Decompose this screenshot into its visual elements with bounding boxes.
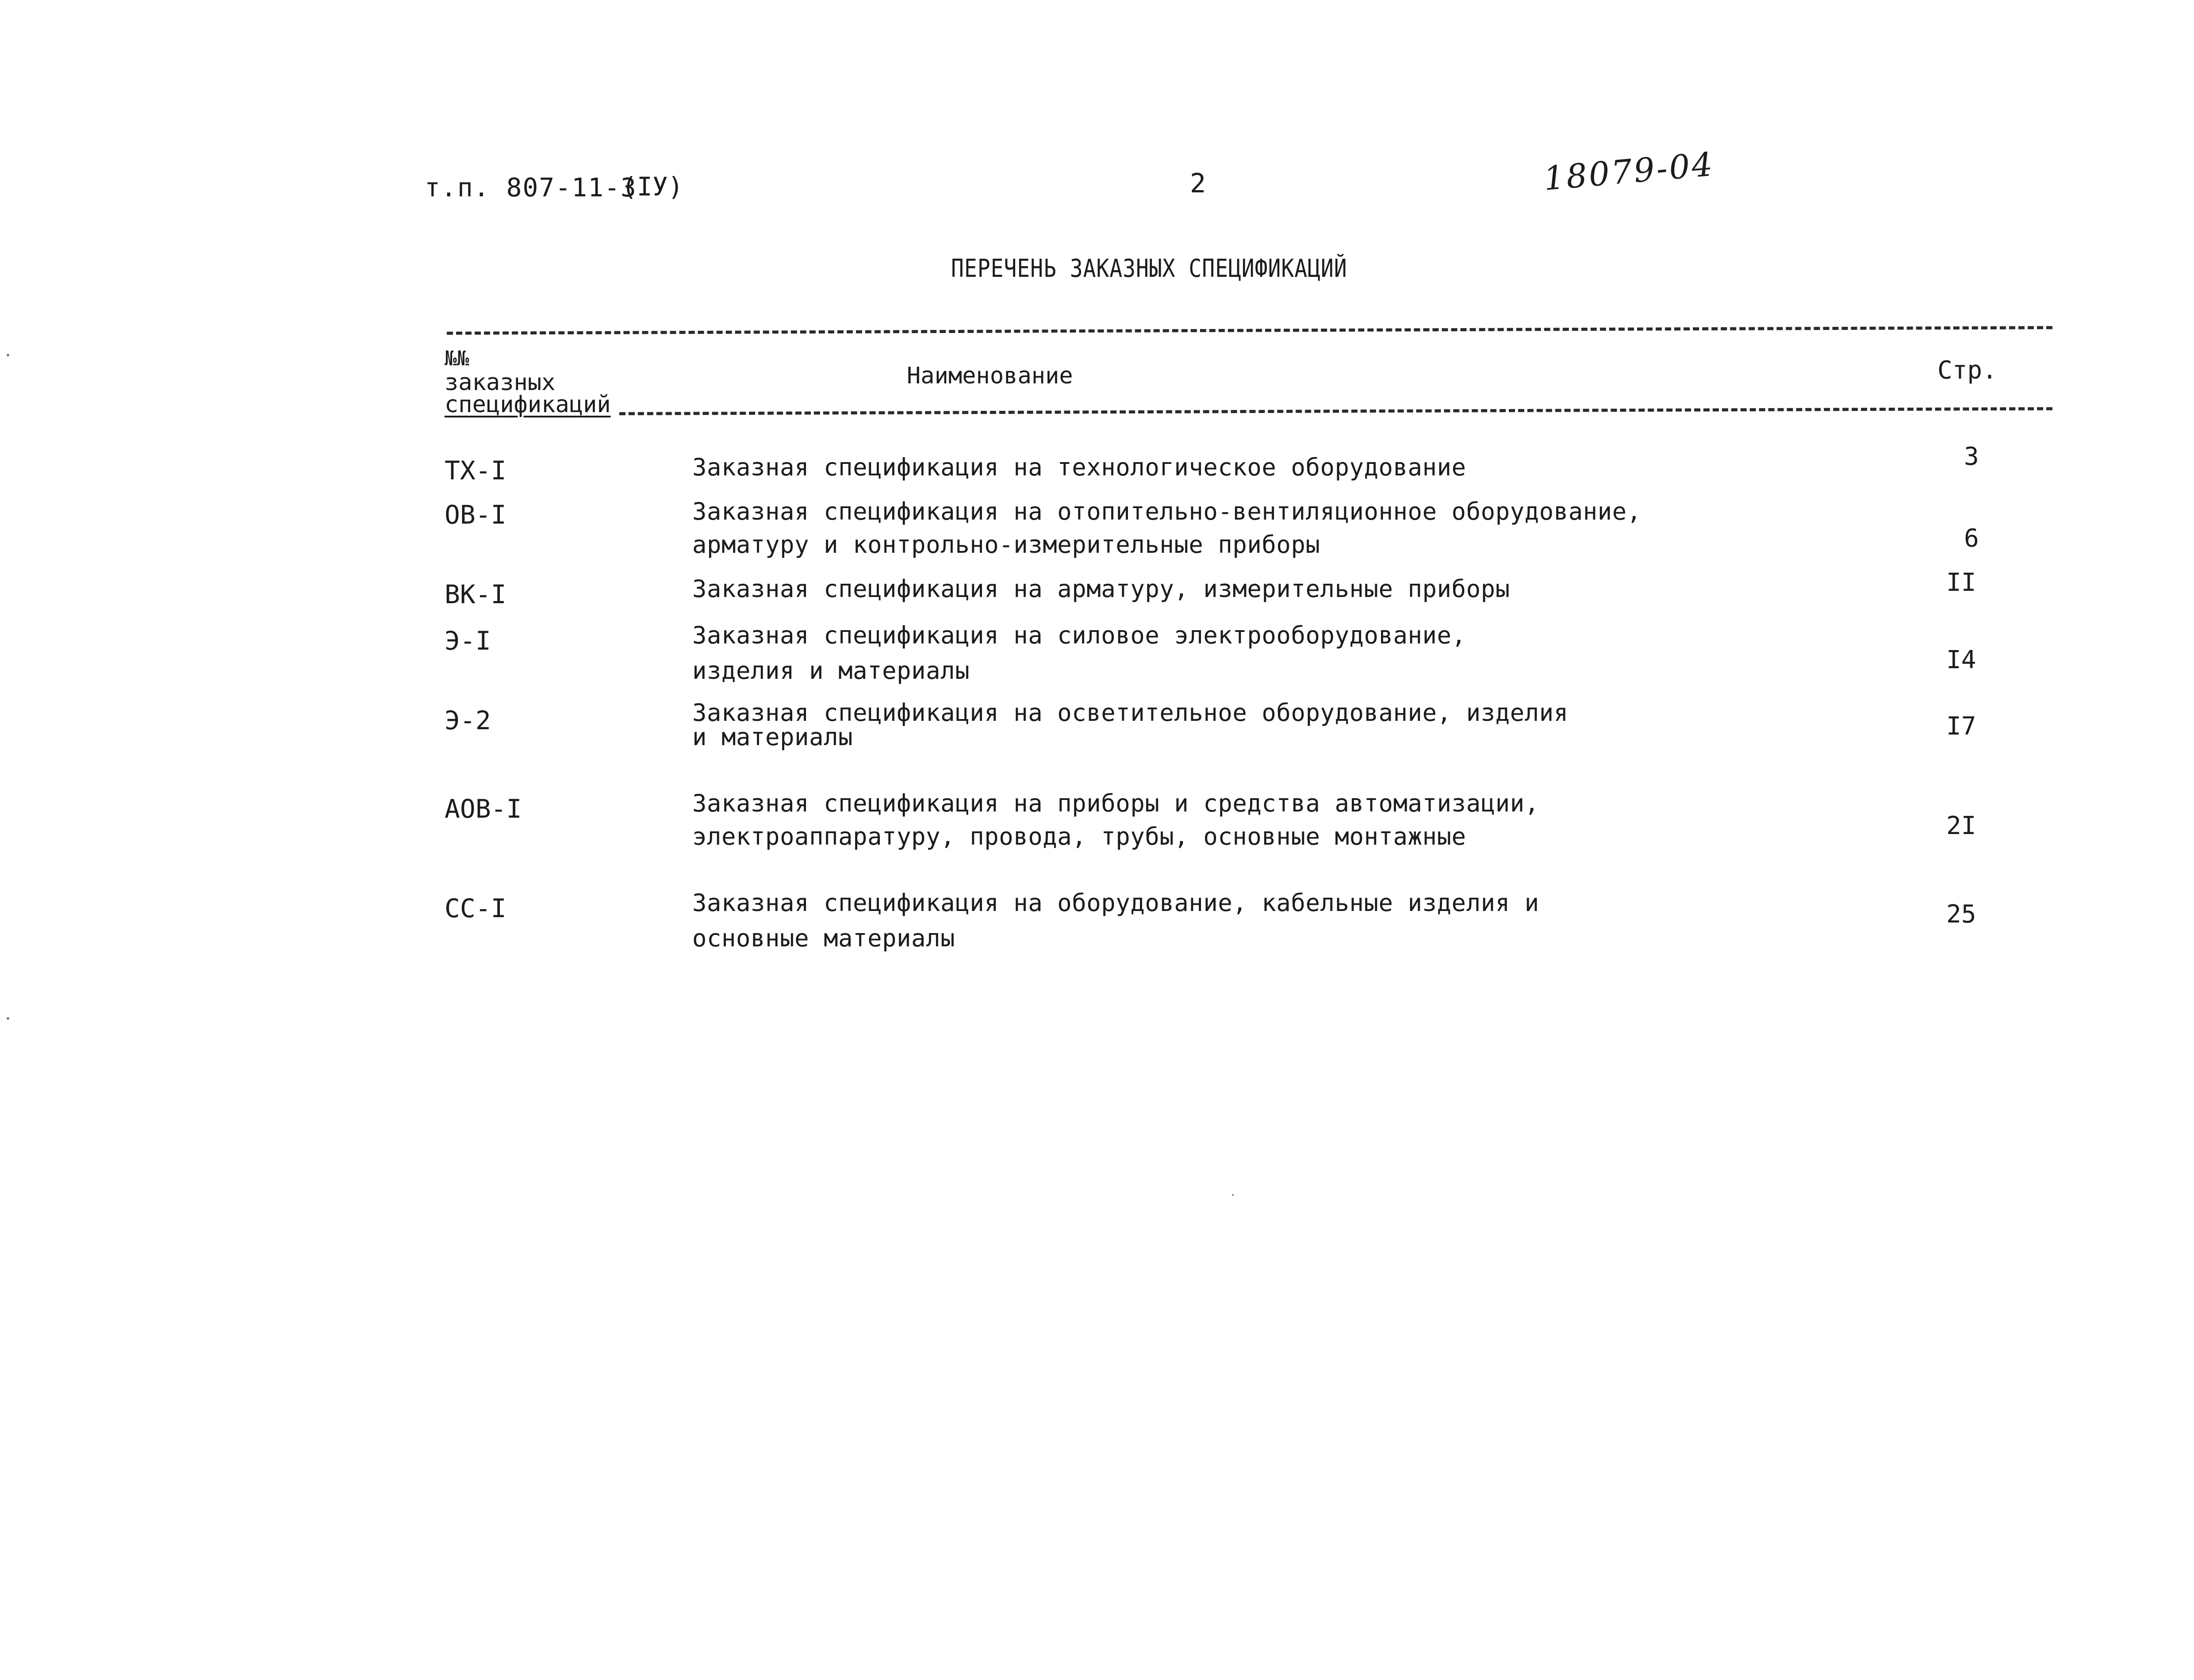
column-header-number-line2: заказных — [445, 369, 556, 396]
page-number: 2 — [1190, 168, 1206, 199]
spec-name-line1: Заказная спецификация на оборудование, кабельные изделия и — [692, 889, 1539, 917]
spec-code: ТХ-I — [445, 455, 506, 486]
column-header-number-symbol: №№ — [445, 346, 469, 370]
scan-speck — [1232, 1194, 1234, 1196]
spec-page: 3 — [1964, 442, 1979, 471]
spec-code: АОВ-I — [445, 794, 522, 824]
page-title: ПЕРЕЧЕНЬ ЗАКАЗНЫХ СПЕЦИФИКАЦИЙ — [951, 254, 1347, 283]
spec-name-line2: основные материалы — [692, 924, 955, 952]
scan-speck — [7, 354, 9, 356]
spec-page: 2I — [1946, 811, 1976, 840]
spec-code: Э-2 — [445, 705, 491, 735]
column-header-number-line3: спецификаций — [445, 391, 611, 418]
spec-name-line2: и материалы — [692, 723, 853, 751]
column-header-name: Наименование — [907, 363, 1073, 389]
table-top-dashed-rule — [447, 326, 2052, 335]
spec-code: ВК-I — [445, 579, 506, 609]
spec-name-line1: Заказная спецификация на отопительно-вентиляционное оборудование, — [692, 497, 1642, 525]
column-header-page: Стр. — [1937, 356, 1997, 385]
spec-name-line1: Заказная спецификация на арматуру, измерительные приборы — [692, 575, 1510, 603]
spec-page: 6 — [1964, 524, 1979, 553]
document-part: (IУ) — [621, 172, 683, 202]
spec-page: I4 — [1946, 646, 1976, 674]
spec-name-line2: изделия и материалы — [692, 657, 970, 685]
spec-code: Э-I — [445, 626, 491, 656]
spec-name-line1: Заказная спецификация на силовое электрооборудование, — [692, 621, 1466, 649]
table-header-dashed-rule — [619, 407, 2052, 415]
spec-name-line1: Заказная спецификация на технологическое оборудование — [692, 453, 1466, 481]
document-code: т.п. 807-11-3 — [425, 172, 637, 203]
spec-name-line2: арматуру и контрольно-измерительные приборы — [692, 531, 1320, 559]
spec-page: II — [1946, 568, 1976, 597]
spec-name-line2: электроаппаратуру, провода, трубы, основные монтажные — [692, 823, 1466, 850]
spec-page: I7 — [1946, 712, 1976, 741]
handwritten-document-number: 18079-04 — [1542, 145, 1716, 198]
scan-speck — [7, 1017, 9, 1020]
spec-code: СС-I — [445, 893, 506, 923]
spec-code: ОВ-I — [445, 500, 506, 530]
spec-name-line1: Заказная спецификация на приборы и средства автоматизации, — [692, 789, 1539, 817]
spec-name-line1: Заказная спецификация на осветительное оборудование, изделия — [692, 699, 1569, 727]
spec-page: 25 — [1946, 900, 1976, 929]
